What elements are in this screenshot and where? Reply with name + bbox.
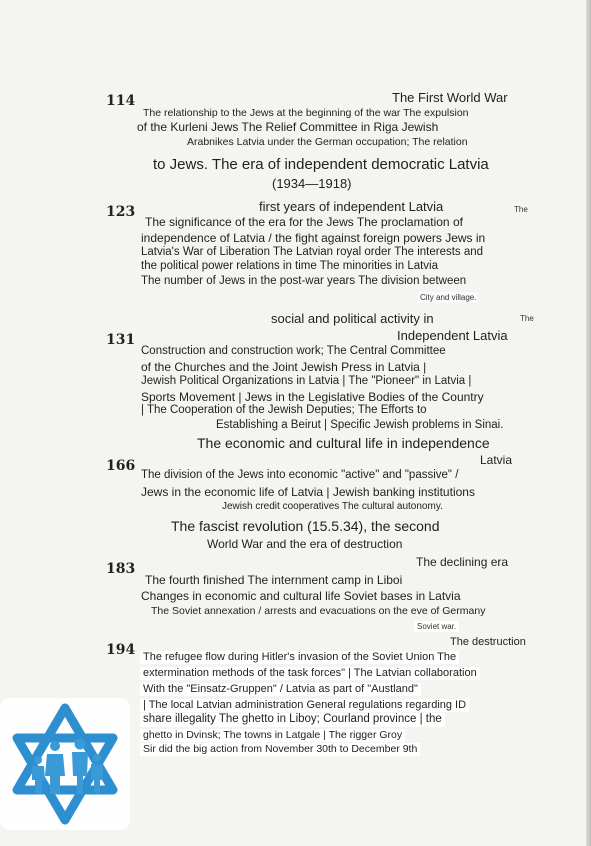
contents-line: The fourth finished The internment camp in Liboi [145, 573, 403, 587]
era-heading: World War and the era of destruction [207, 537, 403, 551]
contents-line: ghetto in Dvinsk; The towns in Latgale | The rigger Groy [140, 729, 405, 742]
contents-line: Sports Movement | Jews in the Legislative Bodies of the Country [141, 390, 484, 404]
page-number: 183 [106, 561, 136, 577]
page-number: 166 [106, 458, 136, 474]
contents-line: Sir did the big action from November 30th to December 9th [140, 743, 420, 756]
side-note: The [514, 205, 528, 214]
star-of-david-family-logo [0, 698, 130, 830]
section-heading: first years of independent Latvia [259, 199, 444, 214]
page-number: 114 [106, 93, 136, 109]
contents-line: Jewish credit cooperatives The cultural autonomy. [222, 501, 443, 512]
contents-line: The number of Jews in the post-war years The division between [141, 275, 467, 287]
contents-line: share illegality The ghetto in Liboy; Courland province | the [140, 713, 445, 727]
era-years: (1934—1918) [272, 176, 352, 191]
logo-icon [0, 698, 130, 830]
contents-line: independence of Latvia / the fight against foreign powers Jews in [141, 231, 486, 245]
section-heading: The economic and cultural life in independence [197, 435, 490, 451]
contents-line: City and village. [420, 293, 477, 302]
section-heading: The First World War [392, 90, 508, 105]
era-heading: The fascist revolution (15.5.34), the second [171, 518, 440, 534]
page-number: 123 [106, 204, 136, 220]
contents-line: Changes in economic and cultural life Soviet bases in Latvia [141, 589, 461, 603]
section-heading: Independent Latvia [397, 328, 508, 343]
side-note: The [520, 314, 534, 323]
contents-line: Jews in the economic life of Latvia | Jewish banking institutions [141, 485, 475, 499]
section-heading: The declining era [416, 555, 509, 569]
contents-line: The relationship to the Jews at the beginning of the war The expulsion [143, 107, 469, 119]
contents-line: Latvia's War of Liberation The Latvian royal order The interests and [141, 246, 484, 258]
contents-line: Jewish Political Organizations in Latvia | The "Pioneer" in Latvia | [141, 375, 472, 387]
contents-line: Construction and construction work; The Central Committee [141, 345, 446, 357]
contents-line: of the Churches and the Joint Jewish Press in Latvia | [141, 360, 427, 374]
contents-line: the political power relations in time The minorities in Latvia [141, 260, 439, 272]
contents-line: Soviet war. [414, 621, 459, 632]
section-heading: The destruction [450, 636, 526, 648]
page-number: 194 [106, 642, 136, 658]
era-heading: to Jews. The era of independent democratic Latvia [153, 156, 489, 173]
contents-line: The Soviet annexation / arrests and evacuations on the eve of Germany [151, 605, 486, 617]
contents-line: The division of the Jews into economic "active" and "passive" / [141, 469, 459, 481]
book-edge [586, 0, 591, 846]
contents-line: The refugee flow during Hitler's invasion of the Soviet Union The [140, 651, 459, 664]
page-number: 131 [106, 332, 136, 348]
section-heading: social and political activity in [271, 311, 434, 326]
section-heading: Latvia [480, 453, 513, 467]
contents-line: of the Kurleni Jews The Relief Committee in Riga Jewish [137, 120, 439, 134]
contents-line: extermination methods of the task forces" | The Latvian collaboration [140, 667, 480, 680]
contents-line: With the "Einsatz-Gruppen" / Latvia as part of "Austland" [140, 683, 421, 696]
contents-line: Arabnikes Latvia under the German occupation; The relation [187, 136, 468, 148]
contents-line: | The Cooperation of the Jewish Deputies; The Efforts to [141, 404, 427, 416]
contents-line: Establishing a Beirut | Specific Jewish problems in Sinai. [216, 419, 504, 431]
contents-line: | The local Latvian administration General regulations regarding ID [140, 699, 469, 712]
contents-line: The significance of the era for the Jews The proclamation of [145, 215, 463, 229]
